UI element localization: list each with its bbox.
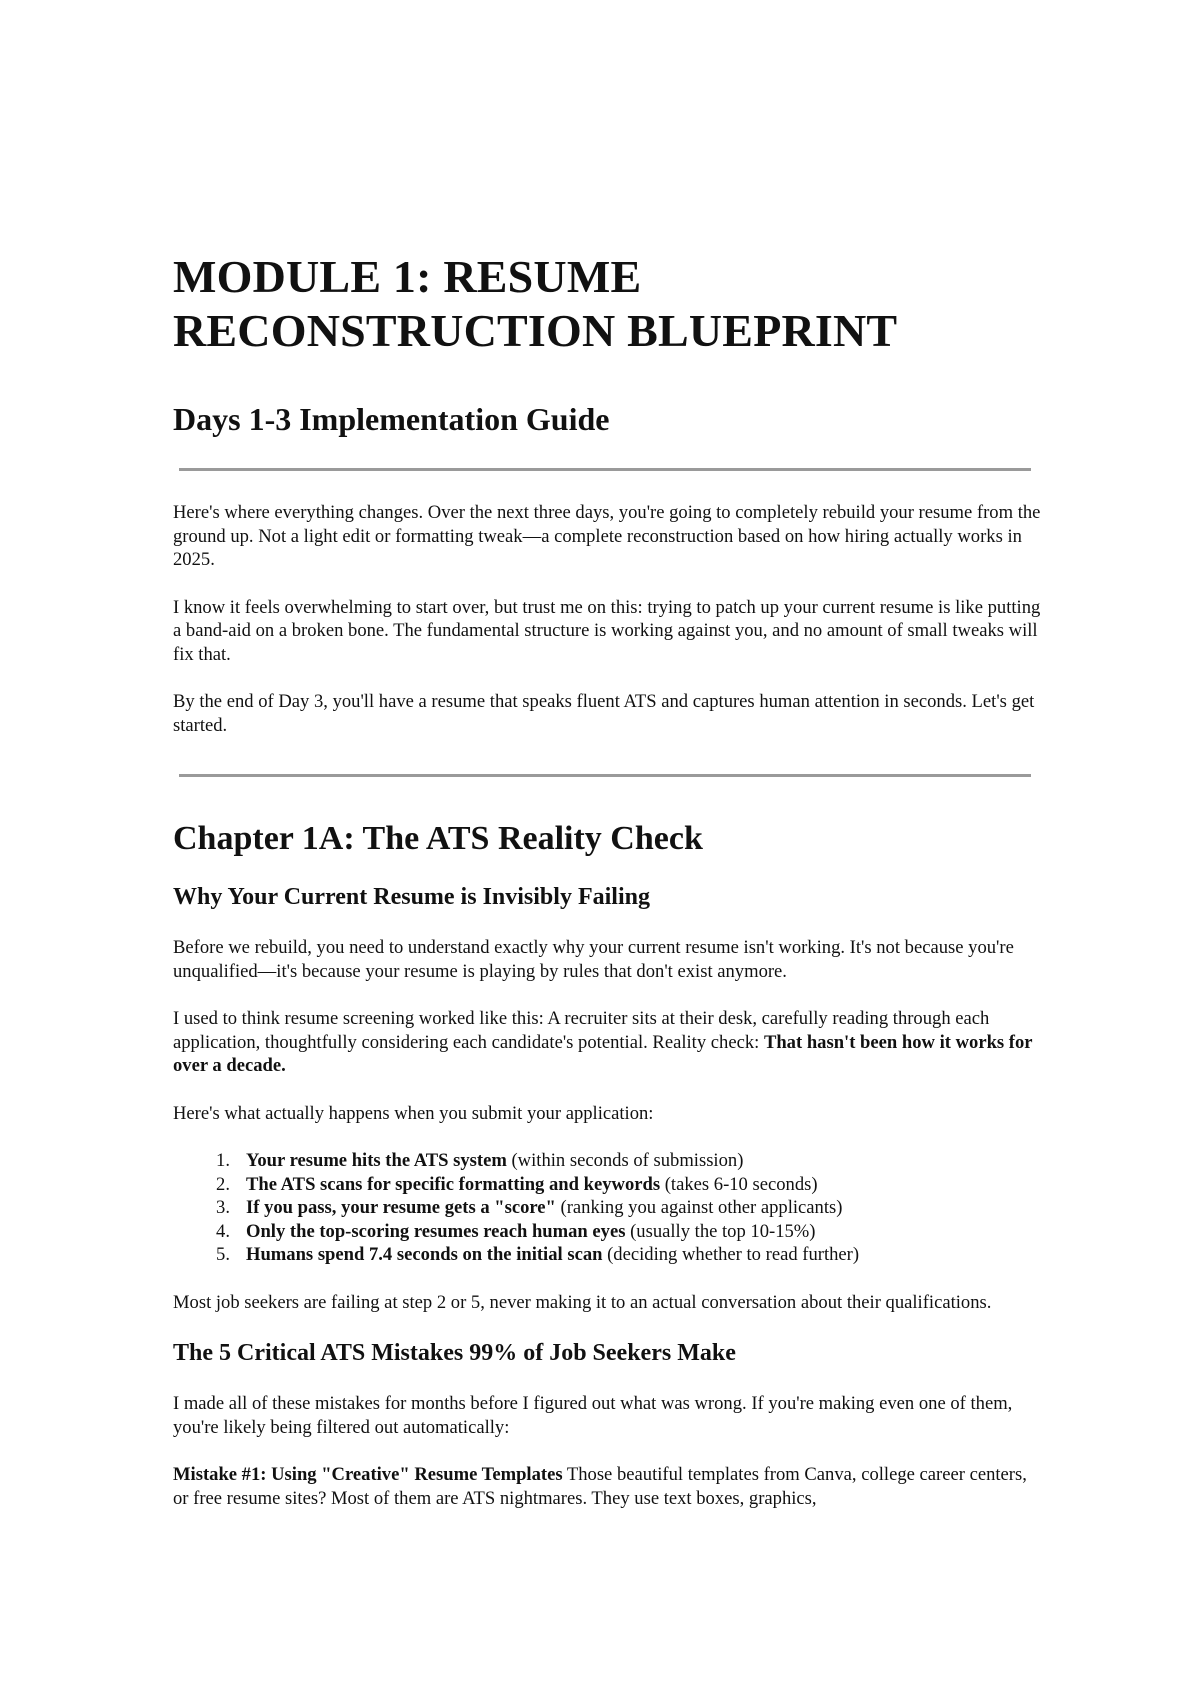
mistake-1-paragraph bbox=[173, 1463, 1043, 1510]
list-item bbox=[173, 1243, 1043, 1267]
module-title bbox=[173, 250, 1043, 358]
list-number: 5. bbox=[216, 1244, 230, 1265]
mistake-1-title: Mistake #1: Using "Creative" Resume Templates bbox=[173, 1464, 563, 1485]
intro-paragraph-2: I know it feels overwhelming to start over, but trust me on this: trying to patch up your current resume is like putting a band-aid on a broken bone. The fundamental structure is working against you, and no amount of small tweaks will fix that. bbox=[173, 596, 1041, 665]
list-item bbox=[173, 1220, 1043, 1244]
module-subtitle: Days 1-3 Implementation Guide bbox=[173, 401, 610, 437]
page-content bbox=[173, 250, 1043, 1510]
list-number: 3. bbox=[216, 1197, 230, 1218]
module-title-line1: MODULE 1: RESUME bbox=[173, 251, 642, 302]
list-item-text: (ranking you against other applicants) bbox=[555, 1197, 843, 1218]
list-item-text: (takes 6-10 seconds) bbox=[660, 1173, 818, 1195]
list-item-text: (usually the top 10-15%) bbox=[625, 1220, 816, 1242]
chapter-paragraph-5: I made all of these mistakes for months before I figured out what was wrong. If you're making even one of them, you're likely being filtered out automatically: bbox=[173, 1393, 1013, 1438]
list-item-text: (deciding whether to read further) bbox=[602, 1244, 860, 1265]
ats-steps-list bbox=[173, 1149, 1043, 1267]
list-item bbox=[173, 1149, 1043, 1173]
list-item-bold: If you pass, your resume gets a "score" bbox=[246, 1197, 556, 1218]
list-number: 4. bbox=[216, 1220, 230, 1242]
intro-paragraph-1: Here's where everything changes. Over the next three days, you're going to completely rebuild your resume from the ground up. Not a light edit or formatting tweak—a complete reconstruction based on how hiring actually works in 2025. bbox=[173, 502, 1041, 570]
list-item-bold: Only the top-scoring resumes reach human eyes bbox=[246, 1220, 626, 1242]
list-number: 2. bbox=[216, 1173, 230, 1195]
divider bbox=[179, 468, 1031, 471]
chapter-paragraph-1: Before we rebuild, you need to understand exactly why your current resume isn't working. It's not because you're unqualified—it's because your resume is playing by rules that don't exist anymore. bbox=[173, 937, 1014, 982]
list-number: 1. bbox=[216, 1150, 230, 1171]
chapter-paragraph-2-text: I used to think resume screening worked like this: A recruiter sits at their desk, carefully reading through each application, thoughtfully considering each candidate's potential. Reality check: bbox=[173, 1008, 990, 1053]
section-title-invisibly-failing: Why Your Current Resume is Invisibly Failing bbox=[173, 884, 650, 910]
chapter-paragraph-2 bbox=[173, 1007, 1043, 1078]
mistake-1-text: Those beautiful templates from Canva, college career centers, or free resume sites? Most of them are ATS nightmares. They use text boxes, graphics, bbox=[173, 1464, 1027, 1509]
list-item-bold: The ATS scans for specific formatting and keywords bbox=[246, 1173, 661, 1195]
chapter-paragraph-3: Here's what actually happens when you submit your application: bbox=[173, 1102, 654, 1124]
chapter-title: Chapter 1A: The ATS Reality Check bbox=[173, 820, 703, 857]
section-title-critical-mistakes: The 5 Critical ATS Mistakes 99% of Job Seekers Make bbox=[173, 1340, 736, 1366]
module-title-line2: RECONSTRUCTION BLUEPRINT bbox=[173, 305, 898, 356]
chapter-paragraph-4: Most job seekers are failing at step 2 or 5, never making it to an actual conversation about their qualifications. bbox=[173, 1291, 992, 1313]
intro-paragraph-3: By the end of Day 3, you'll have a resume that speaks fluent ATS and captures human attention in seconds. Let's get started. bbox=[173, 691, 1035, 736]
list-item bbox=[173, 1196, 1043, 1220]
list-item-text: (within seconds of submission) bbox=[506, 1150, 744, 1171]
list-item-bold: Humans spend 7.4 seconds on the initial scan bbox=[246, 1244, 603, 1265]
list-item bbox=[173, 1173, 1043, 1197]
list-item-bold: Your resume hits the ATS system bbox=[246, 1150, 507, 1171]
divider bbox=[179, 774, 1031, 777]
chapter-paragraph-2-bold: That hasn't been how it works for over a decade. bbox=[173, 1031, 1033, 1076]
